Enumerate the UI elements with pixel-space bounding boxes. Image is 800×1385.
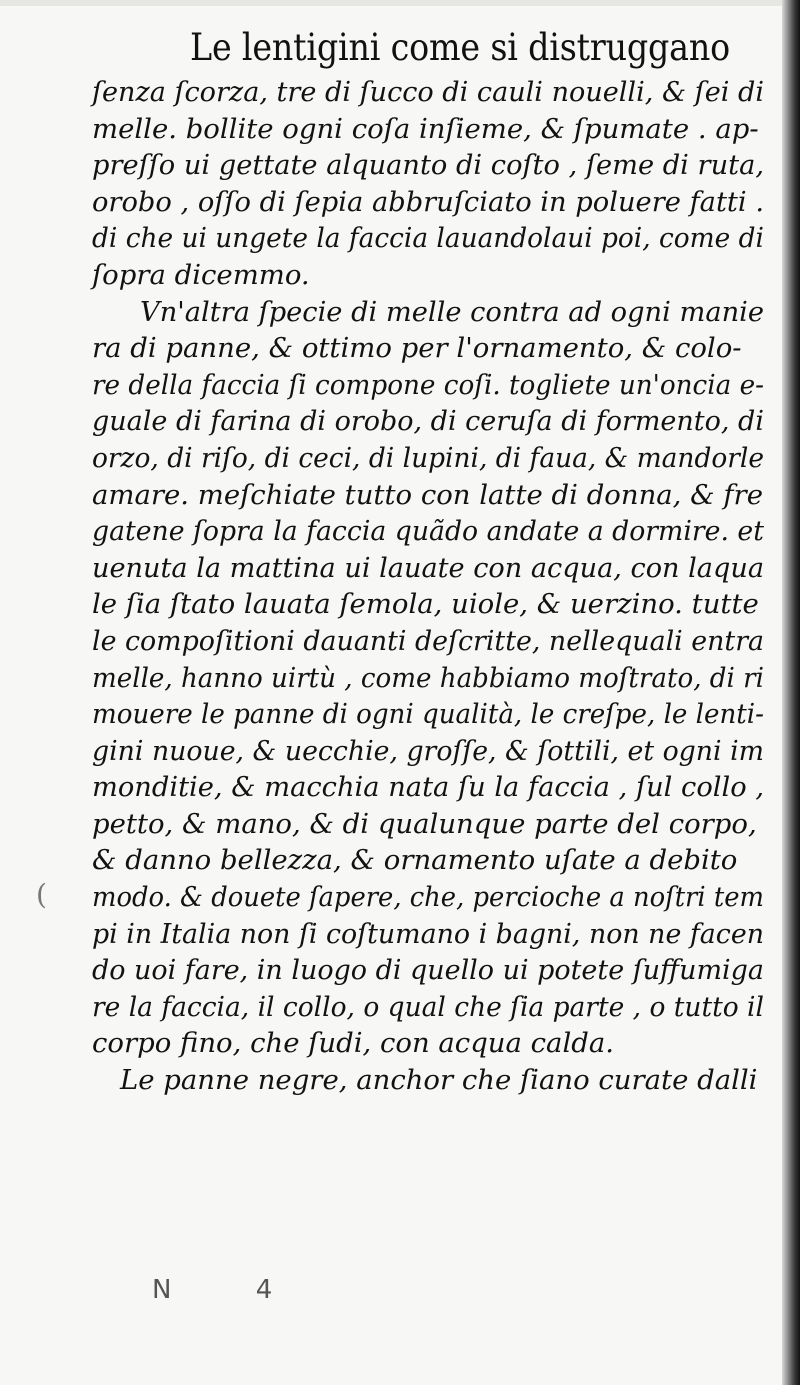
page-body <box>92 74 764 1099</box>
text-line: orzo, di riſo, di ceci, di lupini, di faua, & mandorle <box>92 441 765 474</box>
page-top-edge <box>0 0 800 6</box>
text-line: monditie, & macchia nata ſu la faccia , ſul collo , <box>92 771 765 804</box>
text-line: le ſia ſtato lauata ſemola, uiole, & uerzino. tutte <box>92 588 759 621</box>
paragraph-start-line: Vn'altra ſpecie di melle contra ad ogni manie <box>140 295 765 328</box>
text-line: & danno bellezza, & ornamento uſate a debito <box>92 844 738 877</box>
text-line: mouere le panne di ogni qualità, le creſpe, le lenti- <box>92 698 764 731</box>
text-line: corpo fino, che ſudi, con acqua calda. <box>92 1027 614 1060</box>
text-line: melle, hanno uirtù , come habbiamo moſtrato, di ri <box>92 661 765 694</box>
text-line: petto, & mano, & di qualunque parte del corpo, <box>92 807 757 840</box>
page-binding-edge <box>782 0 800 1385</box>
text-line: modo. & douete ſapere, che, percioche a noſtri tem <box>92 881 764 914</box>
text-line: le compoſitioni dauanti deſcritte, nellequali entra <box>92 624 765 657</box>
text-line: re la faccia, il collo, o qual che ſia parte , o tutto il <box>92 990 764 1023</box>
text-line: gini nuoue, & uecchie, groſſe, & ſottili, et ogni im <box>92 734 764 767</box>
text-line: ſenza ſcorza, tre di ſucco di cauli nouelli, & ſei di <box>92 76 764 108</box>
text-line: di che ui ungete la faccia lauandolaui poi, come di <box>92 222 764 255</box>
text-line: guale di farina di orobo, di ceruſa di formento, di <box>92 405 764 438</box>
margin-mark: ( <box>36 878 47 911</box>
text-line: do uoi fare, in luogo di quello ui potete ſuffumiga <box>92 954 764 987</box>
text-line: ra di panne, & ottimo per l'ornamento, & colo- <box>92 332 742 365</box>
text-line: melle. bollite ogni coſa inſieme, & ſpumate . ap- <box>92 112 759 145</box>
text-line: amare. meſchiate tutto con latte di donna, & fre <box>92 478 763 511</box>
text-line: gatene ſopra la faccia quãdo andate a dormire. et <box>92 515 764 548</box>
signature-mark: N 4 <box>152 1275 311 1305</box>
text-line: uenuta la mattina ui lauate con acqua, con laqua <box>92 551 765 584</box>
text-line: pi in Italia non ſi coſtumano i bagni, non ne facen <box>92 917 764 950</box>
text-line: ſopra dicemmo. <box>92 258 310 291</box>
paragraph-start-line: Le panne negre, anchor che ſiano curate dalli <box>120 1064 758 1097</box>
text-line: preſſo ui gettate alquanto di coſto , ſeme di ruta, <box>92 149 765 182</box>
text-line: orobo , oſſo di ſepia abbruſciato in poluere fatti . <box>92 185 765 218</box>
text-line: re della faccia ſi compone coſi. togliete un'oncia e- <box>92 368 765 401</box>
running-head: Le lentigini come si distruggano <box>190 26 730 69</box>
